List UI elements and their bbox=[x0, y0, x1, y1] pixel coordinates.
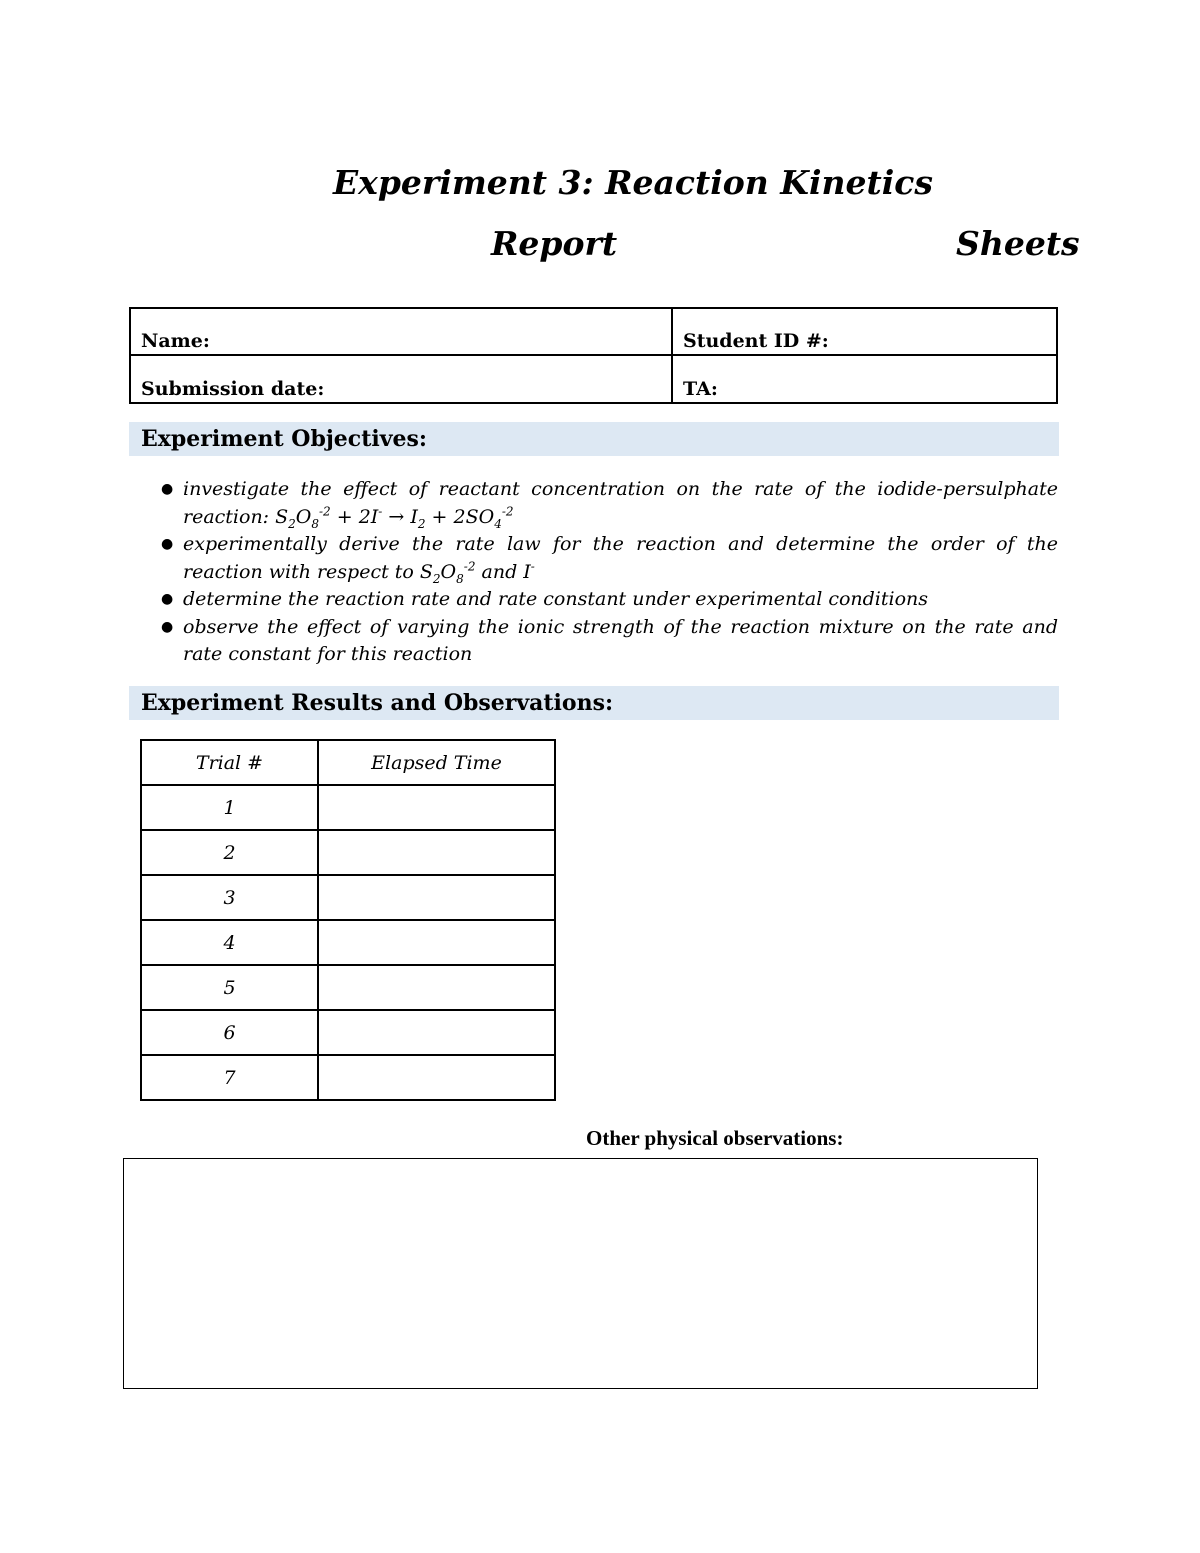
table-row bbox=[141, 830, 555, 875]
info-table-row-divider bbox=[131, 354, 1056, 356]
subtitle-sheets: Sheets bbox=[956, 224, 1080, 263]
table-row bbox=[141, 920, 555, 965]
student-info-table bbox=[129, 307, 1058, 404]
objectives-heading: Experiment Objectives: bbox=[141, 426, 428, 452]
bullet-icon: ● bbox=[161, 481, 174, 497]
results-heading: Experiment Results and Observations: bbox=[141, 690, 614, 716]
trial-number-cell: 6 bbox=[141, 1010, 318, 1055]
name-label: Name: bbox=[141, 330, 210, 352]
table-header-row bbox=[141, 740, 555, 785]
trial-table bbox=[140, 739, 556, 1101]
page-title: Experiment 3: Reaction Kinetics bbox=[333, 163, 933, 202]
trial-number-cell: 2 bbox=[141, 830, 318, 875]
trial-number-cell: 1 bbox=[141, 785, 318, 830]
objectives-list bbox=[150, 476, 1058, 669]
objective-item: ● observe the effect of varying the ionic strength of the reaction mixture on the rate and rate constant for this reaction bbox=[161, 615, 1058, 665]
bullet-icon: ● bbox=[161, 536, 174, 552]
bullet-icon: ● bbox=[161, 618, 174, 635]
table-row bbox=[141, 1055, 555, 1100]
subtitle-report: Report bbox=[491, 224, 618, 263]
elapsed-time-cell[interactable] bbox=[318, 965, 555, 1010]
results-heading-bar bbox=[129, 686, 1059, 720]
elapsed-time-cell[interactable] bbox=[318, 920, 555, 965]
trial-number-cell: 5 bbox=[141, 965, 318, 1010]
submission-date-label: Submission date: bbox=[141, 378, 325, 400]
objective-item: ● investigate the effect of reactant concentration on the rate of the iodide-persulphate reaction: $S_2O_8^{-2} + 2I^- \to I_2 + 2SO_4^{-2}$ bbox=[161, 478, 1058, 531]
bullet-icon: ● bbox=[161, 591, 174, 607]
elapsed-time-cell[interactable] bbox=[318, 1055, 555, 1100]
trial-number-cell: 4 bbox=[141, 920, 318, 965]
table-row bbox=[141, 875, 555, 920]
elapsed-time-cell[interactable] bbox=[318, 830, 555, 875]
trial-number-cell: 3 bbox=[141, 875, 318, 920]
elapsed-time-column-header: Elapsed Time bbox=[318, 740, 555, 785]
table-row bbox=[141, 1010, 555, 1055]
table-row bbox=[141, 965, 555, 1010]
elapsed-time-cell[interactable] bbox=[318, 1010, 555, 1055]
trial-column-header: Trial # bbox=[141, 740, 318, 785]
objectives-heading-bar bbox=[129, 422, 1059, 456]
student-id-label: Student ID #: bbox=[683, 330, 829, 352]
info-table-column-divider bbox=[671, 309, 673, 402]
objective-item: ● experimentally derive the rate law for the reaction and determine the order of the reaction with respect to $S_2O_8^{-2}$ and I- bbox=[161, 533, 1058, 586]
trial-number-cell: 7 bbox=[141, 1055, 318, 1100]
other-observations-label: Other physical observations: bbox=[586, 1126, 844, 1150]
observations-box[interactable] bbox=[123, 1158, 1038, 1389]
elapsed-time-cell[interactable] bbox=[318, 785, 555, 830]
ta-label: TA: bbox=[683, 378, 718, 400]
table-row bbox=[141, 785, 555, 830]
elapsed-time-cell[interactable] bbox=[318, 875, 555, 920]
objective-item: ● determine the reaction rate and rate constant under experimental conditions bbox=[150, 586, 1058, 614]
